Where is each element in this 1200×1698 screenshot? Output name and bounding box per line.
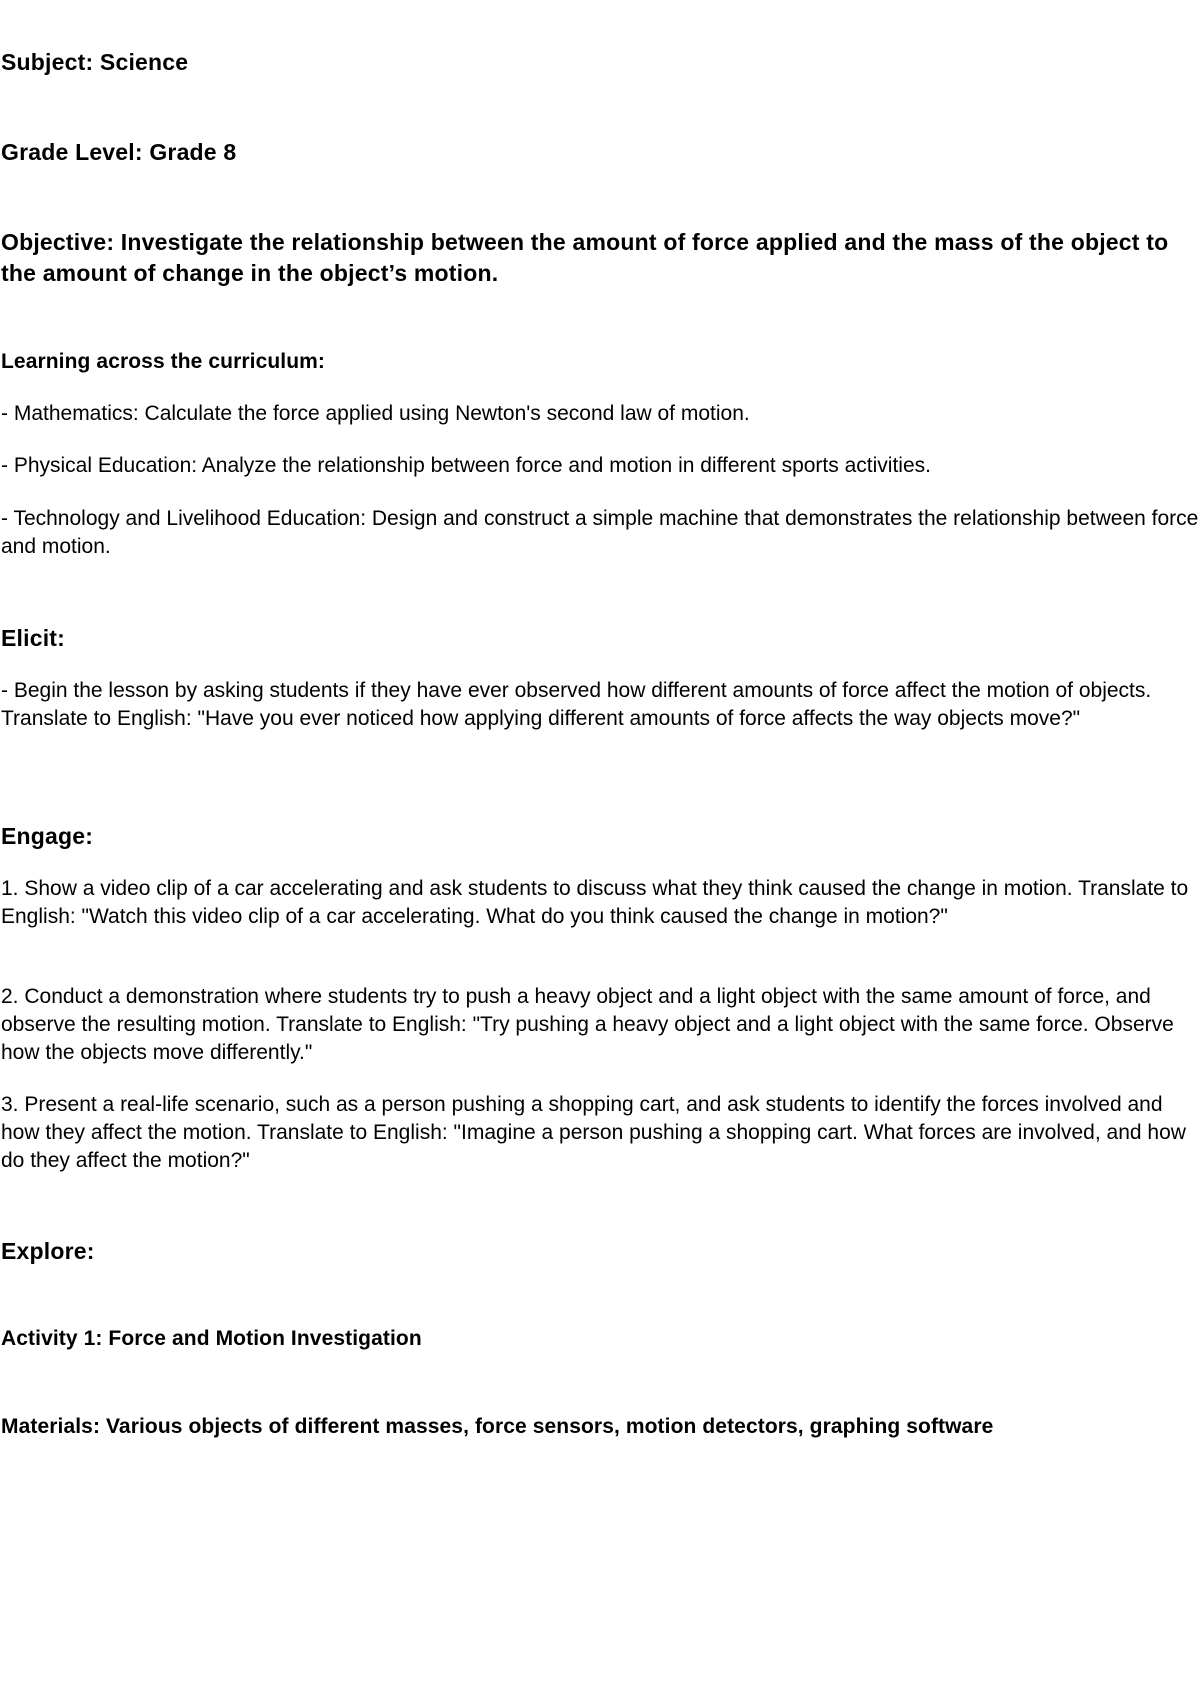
learning-item-mathematics: - Mathematics: Calculate the force applied using Newton's second law of motion.: [1, 402, 750, 425]
learning-across-heading: Learning across the curriculum:: [1, 350, 326, 373]
grade-level-heading: Grade Level: Grade 8: [1, 139, 237, 165]
engage-item-1: 1. Show a video clip of a car accelerating and ask students to discuss what they think caused the change in motion. Translate to English: "Watch this video clip of a car accelerating. What do you think caused the change in motion?": [1, 877, 1189, 928]
subject-heading: Subject: Science: [1, 49, 189, 75]
explore-heading: Explore:: [1, 1238, 95, 1264]
objective-heading: Objective: Investigate the relationship between the amount of force applied and the mass of the object to the amount of change in the object’s motion.: [1, 229, 1169, 286]
engage-heading: Engage:: [1, 823, 94, 849]
elicit-heading: Elicit:: [1, 625, 66, 651]
learning-item-physical-education: - Physical Education: Analyze the relationship between force and motion in different sports activities.: [1, 454, 931, 477]
elicit-text: - Begin the lesson by asking students if they have ever observed how different amounts of force affect the motion of objects. Translate to English: "Have you ever noticed how applying different amounts of force affects the way objects move?": [1, 679, 1152, 730]
activity-heading: Activity 1: Force and Motion Investigation: [1, 1327, 422, 1350]
engage-item-3: 3. Present a real-life scenario, such as a person pushing a shopping cart, and ask students to identify the forces involved and how they affect the motion. Translate to English: "Imagine a person pushing a shopping cart. What forces are involved, and how do they affect the motion?": [1, 1093, 1186, 1172]
materials-heading: Materials: Various objects of different masses, force sensors, motion detectors, graphing software: [1, 1415, 994, 1438]
engage-item-2: 2. Conduct a demonstration where students try to push a heavy object and a light object with the same amount of force, and observe the resulting motion. Translate to English: "Try pushing a heavy object and a light object with the same force. Observe how the objects move differently.": [1, 985, 1174, 1064]
learning-item-technology: - Technology and Livelihood Education: Design and construct a simple machine that demonstrates the relationship between force and motion.: [1, 507, 1199, 558]
